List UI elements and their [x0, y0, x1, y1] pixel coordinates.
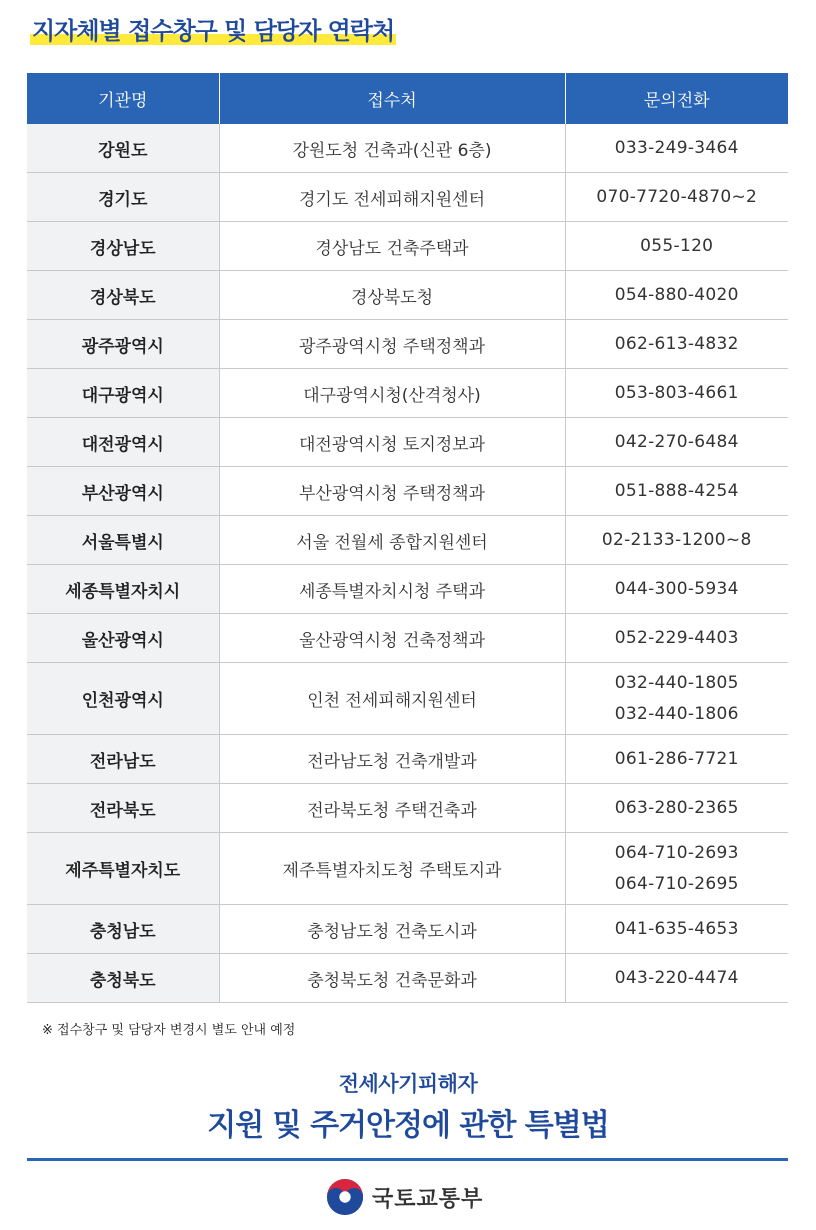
table-row — [27, 173, 788, 222]
table-row — [27, 369, 788, 418]
office-cell: 세종특별자치시청 주택과 — [219, 565, 565, 614]
phone-cell — [565, 565, 788, 614]
taegeuk-emblem-icon — [326, 1178, 364, 1216]
phone-number[interactable]: 033-249-3464 — [614, 137, 739, 158]
phone-number[interactable]: 061-286-7721 — [614, 748, 739, 769]
phone-number[interactable]: 053-803-4661 — [614, 382, 739, 403]
phone-number[interactable]: 055-120 — [640, 235, 714, 256]
phone-cell — [565, 222, 788, 271]
agency-cell: 인천광역시 — [27, 663, 219, 735]
agency-cell: 충청남도 — [27, 905, 219, 954]
phone-cell — [565, 124, 788, 173]
agency-cell: 세종특별자치시 — [27, 565, 219, 614]
table-row — [27, 467, 788, 516]
table-row — [27, 565, 788, 614]
table-row — [27, 418, 788, 467]
office-cell: 인천 전세피해지원센터 — [219, 663, 565, 735]
office-cell: 부산광역시청 주택정책과 — [219, 467, 565, 516]
office-cell: 경상북도청 — [219, 271, 565, 320]
office-cell: 전라북도청 주택건축과 — [219, 784, 565, 833]
phone-cell — [565, 418, 788, 467]
table-row — [27, 614, 788, 663]
table-row — [27, 905, 788, 954]
table-row — [27, 784, 788, 833]
phone-cell — [565, 467, 788, 516]
phone-cell — [565, 516, 788, 565]
table-row — [27, 271, 788, 320]
phone-number[interactable]: 054-880-4020 — [614, 284, 739, 305]
agency-cell: 전라남도 — [27, 735, 219, 784]
phone-cell — [565, 905, 788, 954]
phone-number[interactable]: 064-710-2695 — [614, 873, 739, 894]
office-cell: 대전광역시청 토지정보과 — [219, 418, 565, 467]
phone-number[interactable]: 070-7720-4870~2 — [596, 186, 758, 207]
office-cell: 충청북도청 건축문화과 — [219, 954, 565, 1003]
phone-number[interactable]: 051-888-4254 — [614, 480, 739, 501]
phone-number[interactable]: 032-440-1806 — [614, 703, 739, 724]
phone-cell — [565, 784, 788, 833]
phone-number[interactable]: 042-270-6484 — [614, 431, 739, 452]
office-cell: 경기도 전세피해지원센터 — [219, 173, 565, 222]
phone-cell — [565, 663, 788, 735]
table-body — [27, 124, 788, 1003]
agency-cell: 충청북도 — [27, 954, 219, 1003]
title-block — [30, 14, 396, 48]
phone-number[interactable]: 02-2133-1200~8 — [601, 529, 752, 550]
phone-cell — [565, 735, 788, 784]
agency-cell: 광주광역시 — [27, 320, 219, 369]
office-cell: 경상남도 건축주택과 — [219, 222, 565, 271]
agency-cell: 전라북도 — [27, 784, 219, 833]
phone-number[interactable]: 063-280-2365 — [614, 797, 739, 818]
agency-cell: 경상북도 — [27, 271, 219, 320]
agency-cell: 부산광역시 — [27, 467, 219, 516]
agency-cell: 서울특별시 — [27, 516, 219, 565]
contact-table — [27, 73, 788, 1003]
agency-cell: 경기도 — [27, 173, 219, 222]
table-row — [27, 833, 788, 905]
office-cell: 강원도청 건축과(신관 6층) — [219, 124, 565, 173]
agency-cell: 대구광역시 — [27, 369, 219, 418]
page-title-text: 지자체별 접수창구 및 담당자 연락처 — [32, 17, 395, 45]
table-row — [27, 516, 788, 565]
office-cell: 서울 전월세 종합지원센터 — [219, 516, 565, 565]
table-row — [27, 124, 788, 173]
table-row — [27, 735, 788, 784]
ministry-logo — [326, 1178, 483, 1216]
phone-cell — [565, 271, 788, 320]
phone-number[interactable]: 041-635-4653 — [614, 918, 739, 939]
law-title-line1: 전세사기피해자 — [338, 1072, 478, 1096]
phone-cell — [565, 320, 788, 369]
agency-cell: 제주특별자치도 — [27, 833, 219, 905]
office-cell: 대구광역시청(산격청사) — [219, 369, 565, 418]
header-phone: 문의전화 — [565, 73, 788, 124]
table-row — [27, 320, 788, 369]
table-row — [27, 222, 788, 271]
phone-cell — [565, 173, 788, 222]
office-cell: 전라남도청 건축개발과 — [219, 735, 565, 784]
office-cell: 광주광역시청 주택정책과 — [219, 320, 565, 369]
phone-cell — [565, 833, 788, 905]
page-title — [30, 14, 396, 48]
law-title-line2: 지원 및 주거안정에 관한 특별법 — [207, 1108, 609, 1143]
footer-divider — [27, 1158, 788, 1161]
table-row — [27, 663, 788, 735]
office-cell: 충청남도청 건축도시과 — [219, 905, 565, 954]
ministry-name: 국토교통부 — [372, 1186, 484, 1212]
phone-number[interactable]: 064-710-2693 — [614, 842, 739, 863]
phone-number[interactable]: 043-220-4474 — [614, 967, 739, 988]
phone-number[interactable]: 032-440-1805 — [614, 672, 739, 693]
phone-cell — [565, 954, 788, 1003]
phone-number[interactable]: 052-229-4403 — [614, 627, 739, 648]
agency-cell: 대전광역시 — [27, 418, 219, 467]
header-office: 접수처 — [219, 73, 565, 124]
phone-number[interactable]: 062-613-4832 — [614, 333, 739, 354]
table-row — [27, 954, 788, 1003]
office-cell: 제주특별자치도청 주택토지과 — [219, 833, 565, 905]
table-header-row — [27, 73, 788, 124]
office-cell: 울산광역시청 건축정책과 — [219, 614, 565, 663]
header-agency: 기관명 — [27, 73, 219, 124]
phone-number[interactable]: 044-300-5934 — [614, 578, 739, 599]
agency-cell: 울산광역시 — [27, 614, 219, 663]
notice-text: ※ 접수창구 및 담당자 변경시 별도 안내 예정 — [42, 1023, 296, 1038]
phone-cell — [565, 614, 788, 663]
agency-cell: 경상남도 — [27, 222, 219, 271]
phone-cell — [565, 369, 788, 418]
agency-cell: 강원도 — [27, 124, 219, 173]
